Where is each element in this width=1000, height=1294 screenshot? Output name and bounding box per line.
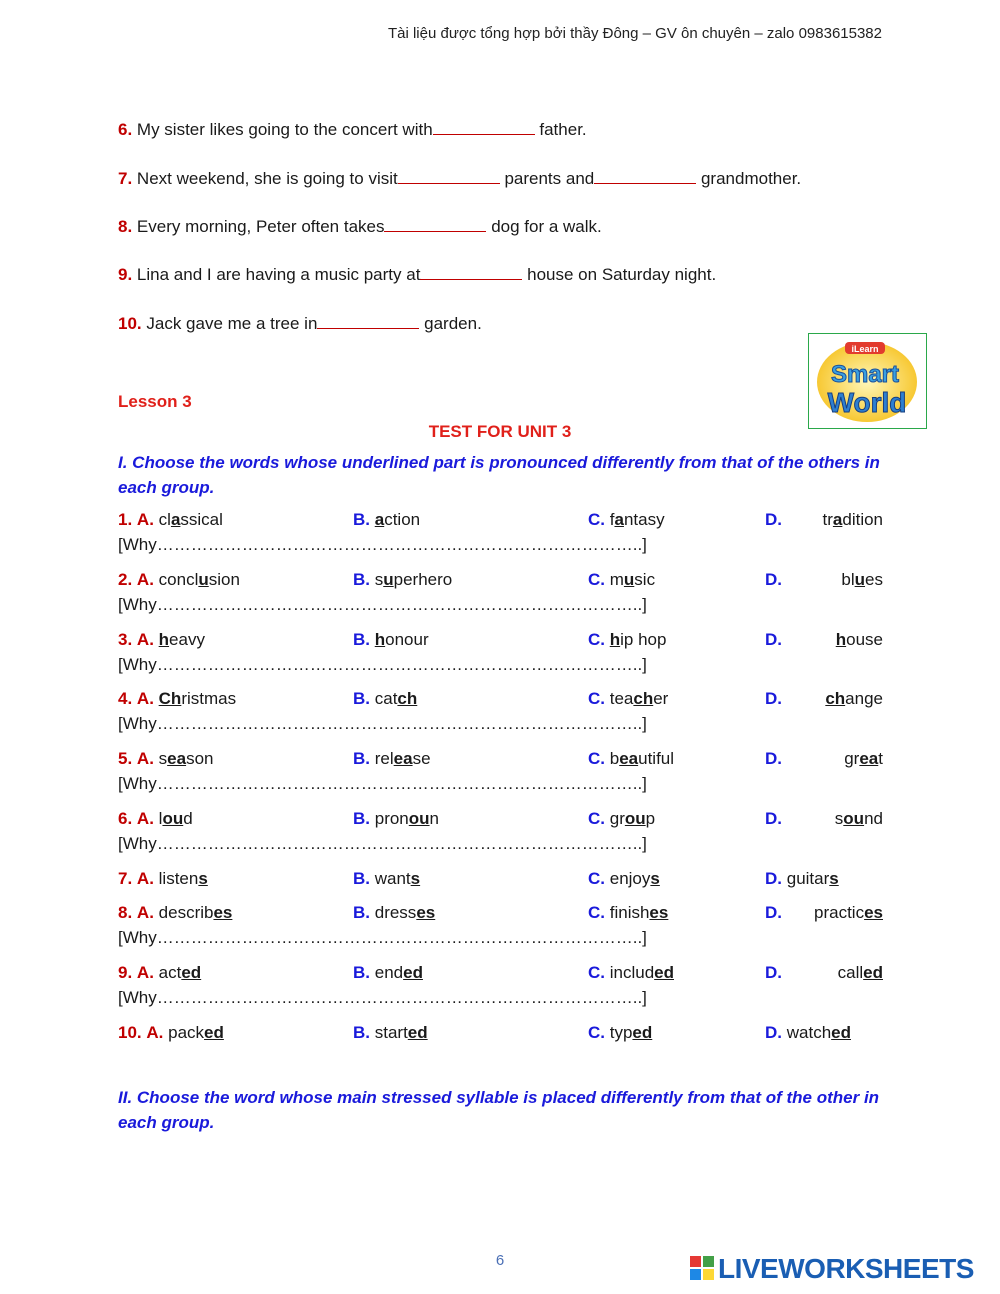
option-c[interactable]: C. enjoys: [588, 869, 660, 888]
question-row: [118, 809, 883, 835]
why-line[interactable]: [Why…………………………………………………………………………..]: [118, 774, 647, 793]
option-a[interactable]: 1. A. classical: [118, 510, 223, 529]
option-c[interactable]: C. music: [588, 570, 656, 589]
option-b[interactable]: B. honour: [353, 630, 429, 649]
option-b[interactable]: B. release: [353, 749, 431, 768]
why-line[interactable]: [Why…………………………………………………………………………..]: [118, 834, 647, 853]
option-a[interactable]: 6. A. loud: [118, 809, 193, 828]
option-a[interactable]: 8. A. describes: [118, 903, 233, 922]
option-c[interactable]: C. fantasy: [588, 510, 665, 529]
underlined-part: a: [374, 510, 385, 529]
underlined-part: ed: [654, 963, 674, 982]
underlined-part: ed: [403, 963, 423, 982]
underlined-part: ed: [407, 1023, 428, 1042]
lesson-heading: Lesson 3: [118, 392, 192, 411]
option-a[interactable]: 9. A. acted: [118, 963, 202, 982]
blank[interactable]: [384, 217, 486, 232]
option-d[interactable]: house: [835, 630, 883, 649]
option-b[interactable]: B. catch: [353, 689, 418, 708]
option-c[interactable]: C. hip hop: [588, 630, 667, 649]
option-d[interactable]: blues: [841, 570, 883, 589]
underlined-part: ed: [181, 963, 202, 982]
why-line[interactable]: [Why…………………………………………………………………………..]: [118, 714, 647, 733]
page-header: Tài liệu được tổng hợp bởi thầy Đông – GV ôn chuyên – zalo 0983615382: [387, 25, 882, 42]
option-b[interactable]: B. superhero: [353, 570, 453, 589]
option-d-label: D.: [765, 630, 782, 649]
option-a[interactable]: 4. A. Christmas: [118, 689, 237, 708]
blank[interactable]: [317, 314, 419, 329]
question-row: [118, 689, 883, 715]
underlined-part: ed: [863, 963, 883, 982]
underlined-part: ea: [393, 749, 413, 768]
option-c[interactable]: C. typed: [588, 1023, 653, 1042]
option-c[interactable]: C. included: [588, 963, 674, 982]
underlined-part: ou: [843, 809, 865, 828]
option-d[interactable]: D. guitars: [765, 869, 839, 888]
section1-instruction: I. Choose the words whose underlined part is pronounced differently from that of the others in each group.: [118, 453, 880, 497]
option-d[interactable]: practices: [814, 903, 883, 922]
blank[interactable]: [433, 120, 535, 135]
page-number: 6: [495, 1252, 505, 1269]
option-d-label: D.: [765, 809, 782, 828]
option-c[interactable]: C. finishes: [588, 903, 669, 922]
option-d[interactable]: great: [844, 749, 883, 768]
fill-item-10: 10. Jack gave me a tree in garden.: [118, 314, 482, 333]
option-a[interactable]: 7. A. listens: [118, 869, 208, 888]
option-a[interactable]: 2. A. conclusion: [118, 570, 240, 589]
blank[interactable]: [420, 265, 522, 280]
test-title: TEST FOR UNIT 3: [428, 422, 572, 441]
question-row: [118, 963, 883, 989]
option-b[interactable]: B. pronoun: [353, 809, 440, 828]
option-d-label: D.: [765, 749, 782, 768]
why-line[interactable]: [Why…………………………………………………………………………..]: [118, 988, 647, 1007]
fill-item-8: 8. Every morning, Peter often takes dog for a walk.: [118, 217, 602, 236]
underlined-part: u: [198, 570, 209, 589]
blank[interactable]: [594, 169, 696, 184]
option-b[interactable]: B. dresses: [353, 903, 436, 922]
fill-item-9: 9. Lina and I are having a music party at house on Saturday night.: [118, 265, 717, 284]
underlined-part: ea: [859, 749, 879, 768]
underlined-part: ou: [408, 809, 430, 828]
svg-text:iLearn: iLearn: [851, 344, 879, 354]
underlined-part: ch: [633, 689, 654, 708]
underlined-part: s: [198, 869, 208, 888]
option-d-label: D.: [765, 570, 782, 589]
underlined-part: h: [609, 630, 621, 649]
question-row: [118, 749, 883, 775]
blank[interactable]: [398, 169, 500, 184]
option-a[interactable]: 10. A. packed: [118, 1023, 224, 1042]
underlined-part: ch: [825, 689, 846, 708]
option-d[interactable]: D. watched: [765, 1023, 851, 1042]
fill-item-7: 7. Next weekend, she is going to visit parents and grandmother.: [118, 169, 802, 188]
underlined-part: u: [854, 570, 866, 589]
underlined-part: es: [213, 903, 233, 922]
option-d-label: D.: [765, 510, 782, 529]
question-row: [118, 1023, 883, 1049]
underlined-part: a: [832, 510, 843, 529]
smart-world-logo: [808, 333, 927, 429]
underlined-part: ou: [162, 809, 184, 828]
option-d-label: D.: [765, 689, 782, 708]
svg-text:Smart: Smart: [830, 361, 900, 388]
option-b[interactable]: B. action: [353, 510, 421, 529]
option-d-label: D.: [765, 963, 782, 982]
underlined-part: s: [829, 869, 839, 888]
underlined-part: a: [170, 510, 181, 529]
underlined-part: ed: [204, 1023, 224, 1042]
option-a[interactable]: 5. A. season: [118, 749, 214, 768]
why-line[interactable]: [Why…………………………………………………………………………..]: [118, 655, 647, 674]
underlined-part: ou: [624, 809, 646, 828]
fill-item-6: 6. My sister likes going to the concert with father.: [118, 120, 587, 139]
underlined-part: u: [383, 570, 394, 589]
question-row: [118, 903, 883, 929]
question-row: [118, 630, 883, 656]
option-c[interactable]: C. beautiful: [588, 749, 675, 768]
underlined-part: h: [835, 630, 847, 649]
underlined-part: es: [416, 903, 436, 922]
liveworksheets-icon: [690, 1256, 714, 1282]
underlined-part: h: [158, 630, 170, 649]
underlined-part: es: [649, 903, 669, 922]
why-line[interactable]: [Why…………………………………………………………………………..]: [118, 595, 647, 614]
underlined-part: es: [864, 903, 883, 922]
option-c[interactable]: C. teacher: [588, 689, 669, 708]
underlined-part: ea: [619, 749, 639, 768]
underlined-part: ea: [167, 749, 187, 768]
underlined-part: a: [614, 510, 624, 529]
underlined-part: ch: [397, 689, 418, 708]
liveworksheets-brand: LIVEWORKSHEETS: [690, 1252, 974, 1286]
option-d[interactable]: called: [837, 963, 883, 982]
option-b[interactable]: B. started: [353, 1023, 428, 1042]
option-b[interactable]: B. wants: [353, 869, 421, 888]
smart-world-logo-graphic: [809, 334, 925, 427]
option-d[interactable]: tradition: [822, 510, 883, 529]
underlined-part: Ch: [158, 689, 182, 708]
option-d-label: D.: [765, 903, 782, 922]
underlined-part: h: [374, 630, 386, 649]
question-row: [118, 510, 883, 536]
question-row: [118, 869, 883, 895]
underlined-part: u: [623, 570, 635, 589]
option-d[interactable]: sound: [834, 809, 883, 828]
why-line[interactable]: [Why…………………………………………………………………………..]: [118, 535, 647, 554]
option-b[interactable]: B. ended: [353, 963, 423, 982]
option-c[interactable]: C. group: [588, 809, 656, 828]
underlined-part: ed: [632, 1023, 653, 1042]
section2-instruction: II. Choose the word whose main stressed syllable is placed differently from that of the other in each group.: [118, 1088, 880, 1132]
option-d[interactable]: change: [825, 689, 883, 708]
question-row: [118, 570, 883, 596]
svg-text:World: World: [827, 387, 907, 418]
underlined-part: s: [410, 869, 421, 888]
option-a[interactable]: 3. A. heavy: [118, 630, 205, 649]
why-line[interactable]: [Why…………………………………………………………………………..]: [118, 928, 647, 947]
underlined-part: s: [650, 869, 660, 888]
underlined-part: ed: [831, 1023, 851, 1042]
